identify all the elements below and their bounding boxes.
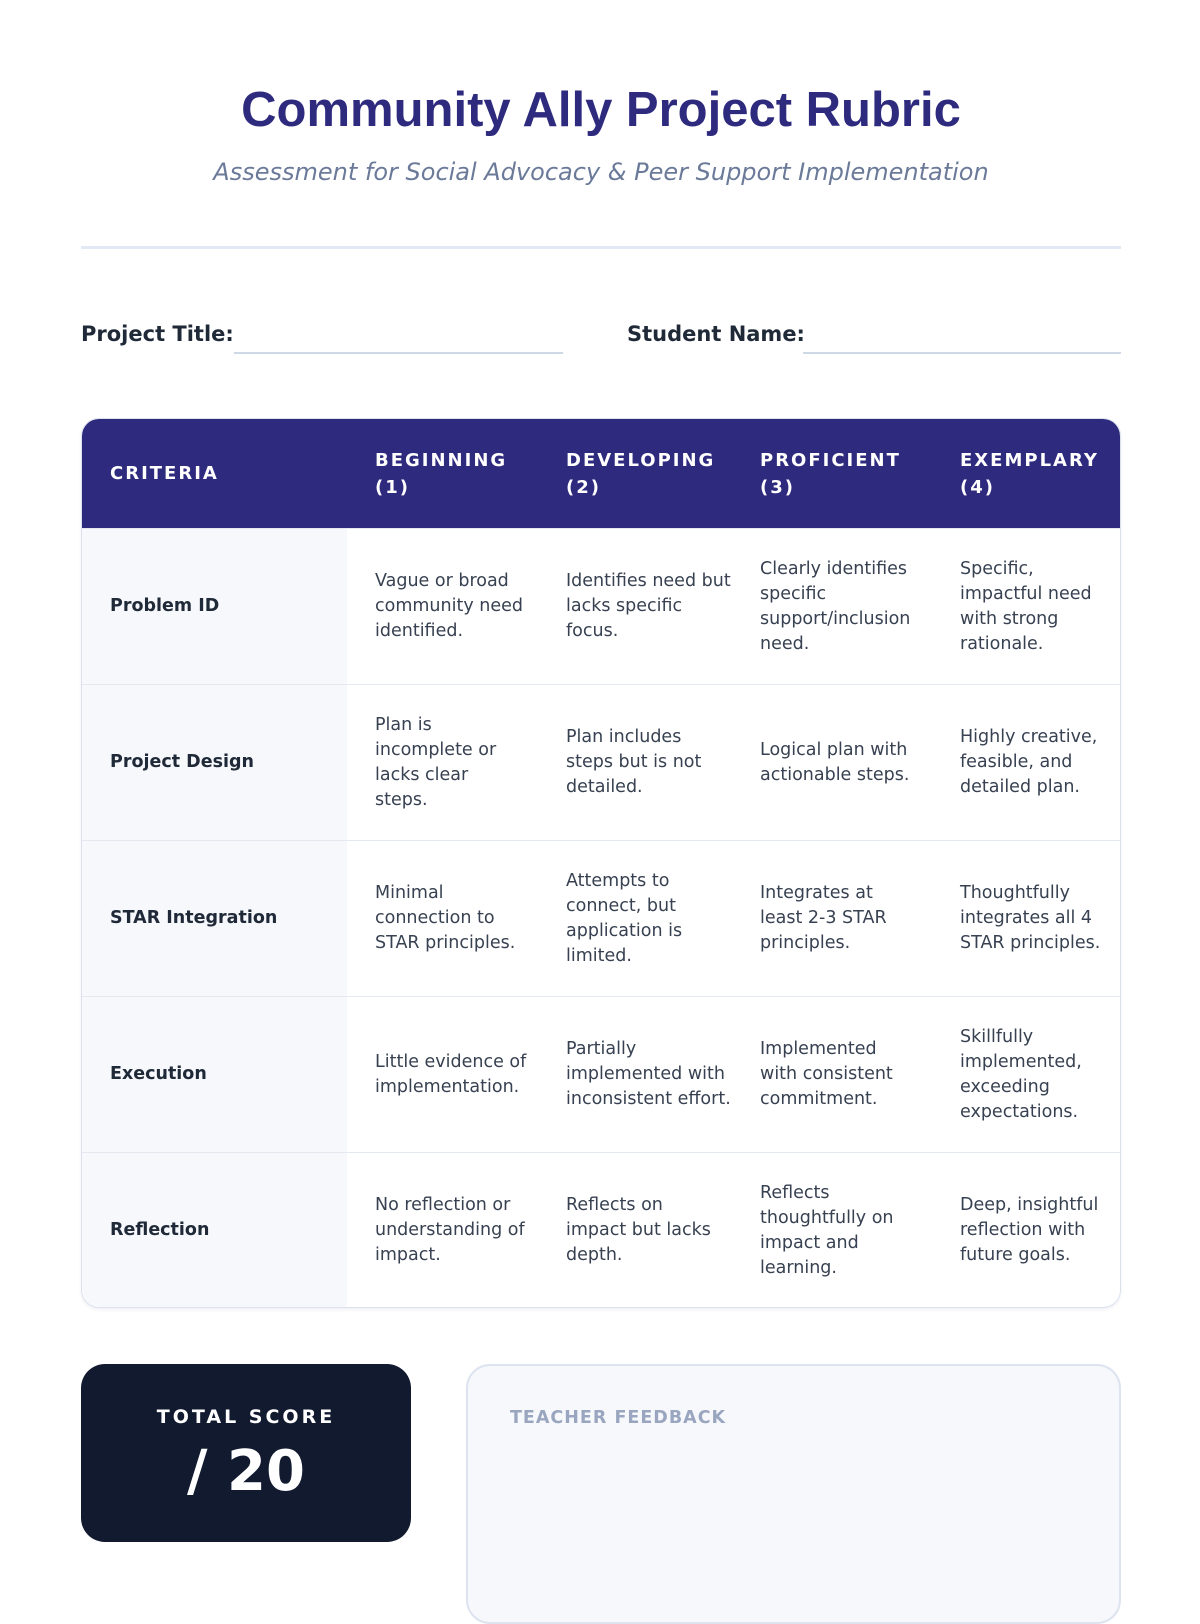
header-divider [81,246,1121,249]
level-proficient-cell: Logical plan with actionable steps. [760,739,910,785]
column-header-beginning-points: (1) [375,476,410,498]
level-proficient-cell: Clearly identifies specific support/inclusion need. [760,558,911,654]
level-proficient-cell: Integrates at least 2-3 STAR principles. [760,883,887,953]
level-beginning-cell: No reflection or understanding of impact. [375,1195,525,1265]
column-header-developing-label: DEVELOPING [566,449,716,471]
criterion-label: Project Design [110,752,254,772]
level-exemplary-cell: Specific, impactful need with strong rationale. [960,558,1092,654]
student-name-field [627,314,1121,354]
column-header-criteria-label: CRITERIA [110,463,219,484]
rubric-row-star-integration [82,840,1121,996]
column-header-developing [566,419,736,528]
level-beginning-cell: Little evidence of implementation. [375,1051,527,1097]
column-header-beginning-label: BEGINNING [375,449,508,471]
teacher-feedback-label: TEACHER FEEDBACK [510,1408,727,1428]
level-developing-cell: Reflects on impact but lacks depth. [566,1195,711,1265]
level-beginning-cell: Minimal connection to STAR principles. [375,883,516,953]
total-score-label: TOTAL SCORE [156,1406,336,1428]
page-subtitle: Assessment for Social Advocacy & Peer Support Implementation [213,158,989,186]
column-header-proficient [760,419,930,528]
rubric-row-reflection [82,1152,1121,1308]
level-exemplary-cell: Highly creative, feasible, and detailed plan. [960,727,1098,797]
criterion-label: STAR Integration [110,908,278,928]
column-header-developing-points: (2) [566,476,601,498]
rubric-header-row [82,419,1121,528]
page-title: Community Ally Project Rubric [241,83,961,137]
criterion-label: Problem ID [110,596,220,616]
level-beginning-cell: Plan is incomplete or lacks clear steps. [375,714,497,810]
column-header-exemplary-label: EXEMPLARY [960,449,1099,471]
rubric-row-execution [82,996,1121,1152]
project-title-label: Project Title: [81,322,234,346]
total-score-value[interactable]: / 20 [187,1439,305,1504]
column-header-beginning [375,419,545,528]
level-developing-cell: Plan includes steps but is not detailed. [566,727,702,797]
level-developing-cell: Partially implemented with inconsistent effort. [566,1039,731,1109]
teacher-feedback-box[interactable] [466,1364,1121,1624]
level-exemplary-cell: Deep, insightful reflection with future goals. [960,1195,1099,1265]
project-title-input[interactable] [234,352,563,354]
level-developing-cell: Identifies need but lacks specific focus. [566,571,731,641]
level-proficient-cell: Implemented with consistent commitment. [760,1039,893,1109]
column-header-proficient-points: (3) [760,476,795,498]
level-proficient-cell: Reflects thoughtfully on impact and learning. [760,1182,894,1278]
column-header-criteria [110,419,340,528]
column-header-exemplary-points: (4) [960,476,995,498]
rubric-row-project-design [82,684,1121,840]
level-developing-cell: Attempts to connect, but application is limited. [566,870,683,966]
rubric-row-problem-id [82,528,1121,684]
column-header-proficient-label: PROFICIENT [760,449,901,471]
student-name-label: Student Name: [627,322,805,346]
project-title-field [81,314,563,354]
rubric-document [81,0,1121,1600]
level-exemplary-cell: Thoughtfully integrates all 4 STAR principles. [960,883,1101,953]
total-score-card [81,1364,411,1542]
rubric-table [81,418,1121,1308]
level-exemplary-cell: Skillfully implemented, exceeding expectations. [960,1026,1082,1122]
criterion-label: Reflection [110,1220,210,1240]
column-header-exemplary [960,419,1120,528]
criterion-label: Execution [110,1064,207,1084]
student-name-input[interactable] [803,352,1121,354]
level-beginning-cell: Vague or broad community need identified. [375,571,523,641]
